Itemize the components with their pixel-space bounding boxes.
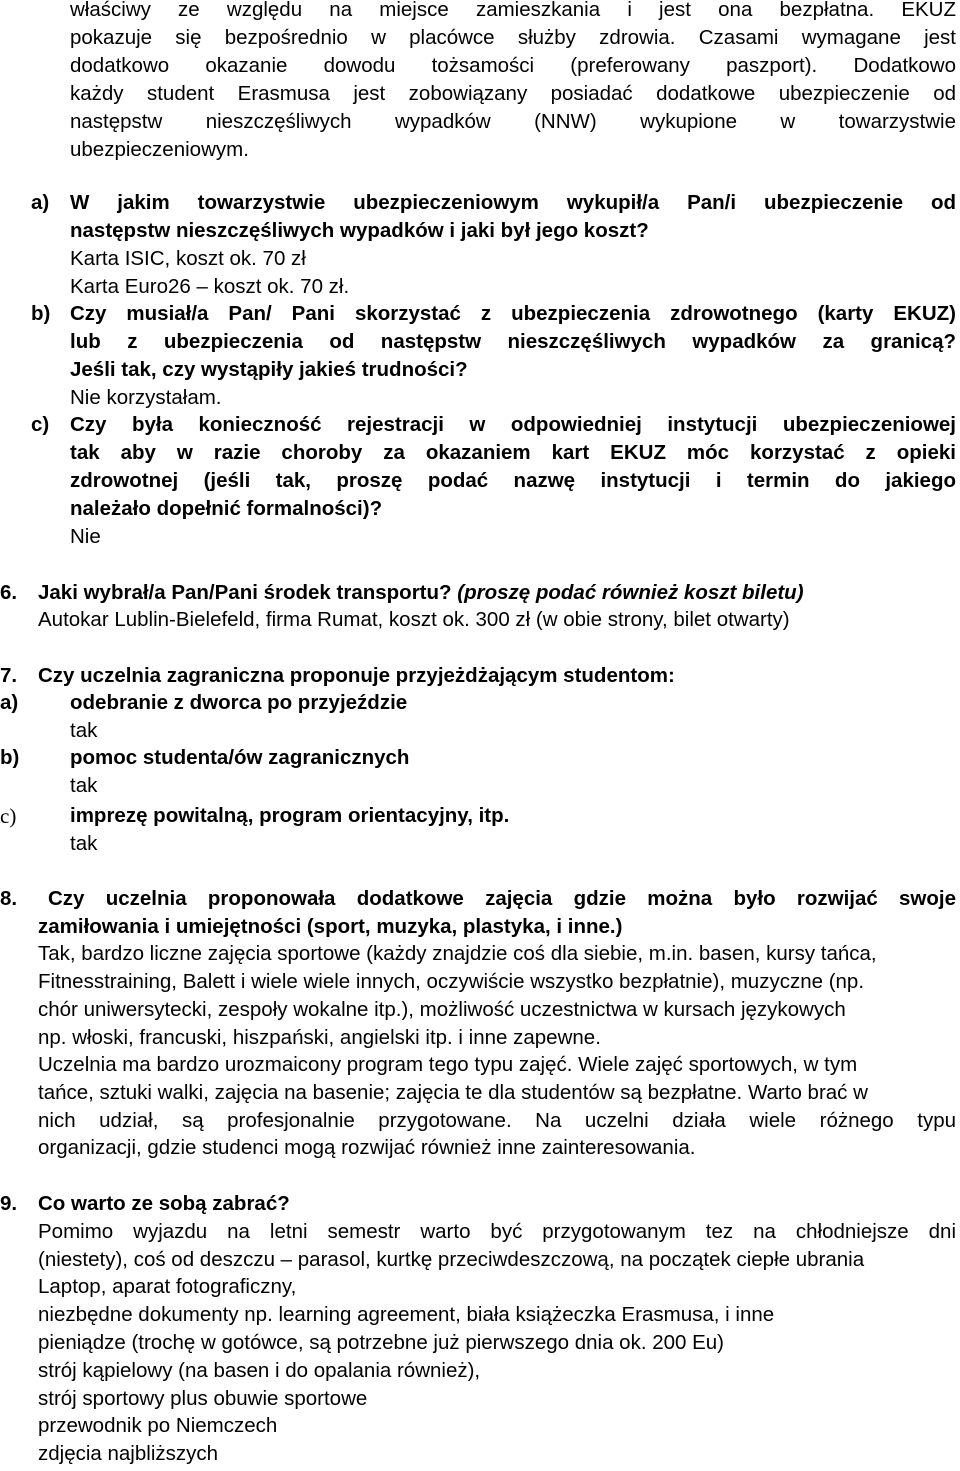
answer-9-line-3: Laptop, aparat fotograficzny, [38, 1275, 297, 1298]
question-5c-line-2: tak aby w razie choroby za okazaniem kart EKUZ móc korzystać z opieki [70, 441, 956, 464]
answer-9-line-9: zdjęcia najbliższych [38, 1442, 219, 1465]
answer-9-line-6: strój kąpielowy (na basen i do opalania również), [38, 1359, 481, 1382]
answer-8-line-7: nich udział, są profesjonalnie przygotowane. Na uczelni działa wiele różnego typu [38, 1109, 956, 1132]
question-5a-line-2: następstw nieszczęśliwych wypadków i jaki był jego koszt? [70, 219, 649, 242]
answer-9-line-7: strój sportowy plus obuwie sportowe [38, 1387, 368, 1410]
question-7-text: Czy uczelnia zagraniczna proponuje przyjeżdżającym studentom: [38, 664, 675, 687]
answer-8-line-3: chór uniwersytecki, zespoły wokalne itp.), możliwość uczestnictwa w kursach językowych [38, 998, 846, 1021]
question-6-number: 6. [0, 581, 18, 604]
question-7c-text: imprezę powitalną, program orientacyjny, itp. [70, 804, 510, 827]
answer-8-line-4: np. włoski, francuski, hiszpański, angielski itp. i inne zapewne. [38, 1026, 601, 1049]
question-7c-label: c) [0, 804, 17, 828]
answer-8-line-8: organizacji, gdzie studenci mogą rozwijać również inne zainteresowania. [38, 1136, 696, 1159]
answer-5a-line-1: Karta ISIC, koszt ok. 70 zł [70, 247, 306, 270]
question-7b-text: pomoc studenta/ów zagranicznych [70, 746, 410, 769]
question-5c-line-1: Czy była konieczność rejestracji w odpowiedniej instytucji ubezpieczeniowej [70, 413, 956, 436]
intro-line-1: właściwy ze względu na miejsce zamieszkania i jest ona bezpłatna. EKUZ [70, 0, 956, 21]
answer-5c-line-1: Nie [70, 525, 101, 548]
answer-9-line-2: (niestety), coś od deszczu – parasol, kurtkę przeciwdeszczową, na początek ciepłe ubrania [38, 1248, 865, 1271]
question-6-note: (proszę podać również koszt biletu) [457, 581, 804, 604]
answer-8-line-2: Fitnesstraining, Balett i wiele wiele innych, oczywiście wszystko bezpłatnie), muzyczne (np. [38, 970, 865, 993]
answer-8-line-5: Uczelnia ma bardzo urozmaicony program tego typu zajęć. Wiele zajęć sportowych, w tym [38, 1053, 858, 1076]
answer-7b: tak [70, 774, 98, 797]
answer-7c: tak [70, 832, 98, 855]
question-5c-line-3: zdrowotnej (jeśli tak, proszę podać nazwę instytucji i termin do jakiego [70, 469, 956, 492]
answer-9-line-4: niezbędne dokumenty np. learning agreement, biała książeczka Erasmusa, i inne [38, 1303, 775, 1326]
answer-9-line-8: przewodnik po Niemczech [38, 1414, 278, 1437]
answer-8-line-6: tańce, sztuki walki, zajęcia na basenie; zajęcia te dla studentów są bezpłatne. Warto brać w [38, 1081, 868, 1104]
question-6-line [38, 579, 804, 607]
question-8-line-1: Czy uczelnia proponowała dodatkowe zajęcia gdzie można było rozwijać swoje [48, 887, 956, 910]
question-5b-line-3: Jeśli tak, czy wystąpiły jakieś trudności? [70, 358, 468, 381]
intro-line-6: ubezpieczeniowym. [70, 138, 249, 161]
answer-6-line-1: Autokar Lublin-Bielefeld, firma Rumat, koszt ok. 300 zł (w obie strony, bilet otwarty) [38, 608, 790, 631]
question-7-number: 7. [0, 664, 18, 687]
question-5c-label: c) [31, 413, 50, 436]
intro-line-3: dodatkowo okazanie dowodu tożsamości (preferowany paszport). Dodatkowo [70, 54, 956, 77]
intro-line-5: następstw nieszczęśliwych wypadków (NNW) wykupione w towarzystwie [70, 110, 956, 133]
question-8-line-2: zamiłowania i umiejętności (sport, muzyka, plastyka, i inne.) [38, 915, 623, 938]
answer-9-line-5: pieniądze (trochę w gotówce, są potrzebne już pierwszego dnia ok. 200 Eu) [38, 1331, 725, 1354]
question-9-number: 9. [0, 1192, 18, 1215]
question-5c-line-4: należało dopełnić formalności)? [70, 497, 383, 520]
question-5a-label: a) [31, 191, 50, 214]
intro-line-2: pokazuje się bezpośrednio w placówce służby zdrowia. Czasami wymagane jest [70, 26, 956, 49]
question-7b-label: b) [0, 746, 20, 769]
question-5b-line-2: lub z ubezpieczenia od następstw nieszczęśliwych wypadków za granicą? [70, 330, 956, 353]
question-7a-label: a) [0, 691, 19, 714]
question-5b-line-1: Czy musiał/a Pan/ Pani skorzystać z ubezpieczenia zdrowotnego (karty EKUZ) [70, 302, 956, 325]
answer-7a: tak [70, 719, 98, 742]
question-8-number: 8. [0, 887, 18, 910]
question-5b-label: b) [31, 302, 51, 325]
answer-5a-line-2: Karta Euro26 – koszt ok. 70 zł. [70, 275, 350, 298]
question-6-text: Jaki wybrał/a Pan/Pani środek transportu? [38, 581, 452, 604]
answer-8-line-1: Tak, bardzo liczne zajęcia sportowe (każdy znajdzie coś dla siebie, m.in. basen, kursy tańca, [38, 942, 877, 965]
question-9-text: Co warto ze sobą zabrać? [38, 1192, 290, 1215]
question-7a-text: odebranie z dworca po przyjeździe [70, 691, 408, 714]
question-5a-line-1: W jakim towarzystwie ubezpieczeniowym wykupił/a Pan/i ubezpieczenie od [70, 191, 956, 214]
answer-5b-line-1: Nie korzystałam. [70, 386, 222, 409]
answer-9-line-1: Pomimo wyjazdu na letni semestr warto być przygotowanym tez na chłodniejsze dni [38, 1220, 956, 1243]
intro-line-4: każdy student Erasmusa jest zobowiązany posiadać dodatkowe ubezpieczenie od [70, 82, 956, 105]
